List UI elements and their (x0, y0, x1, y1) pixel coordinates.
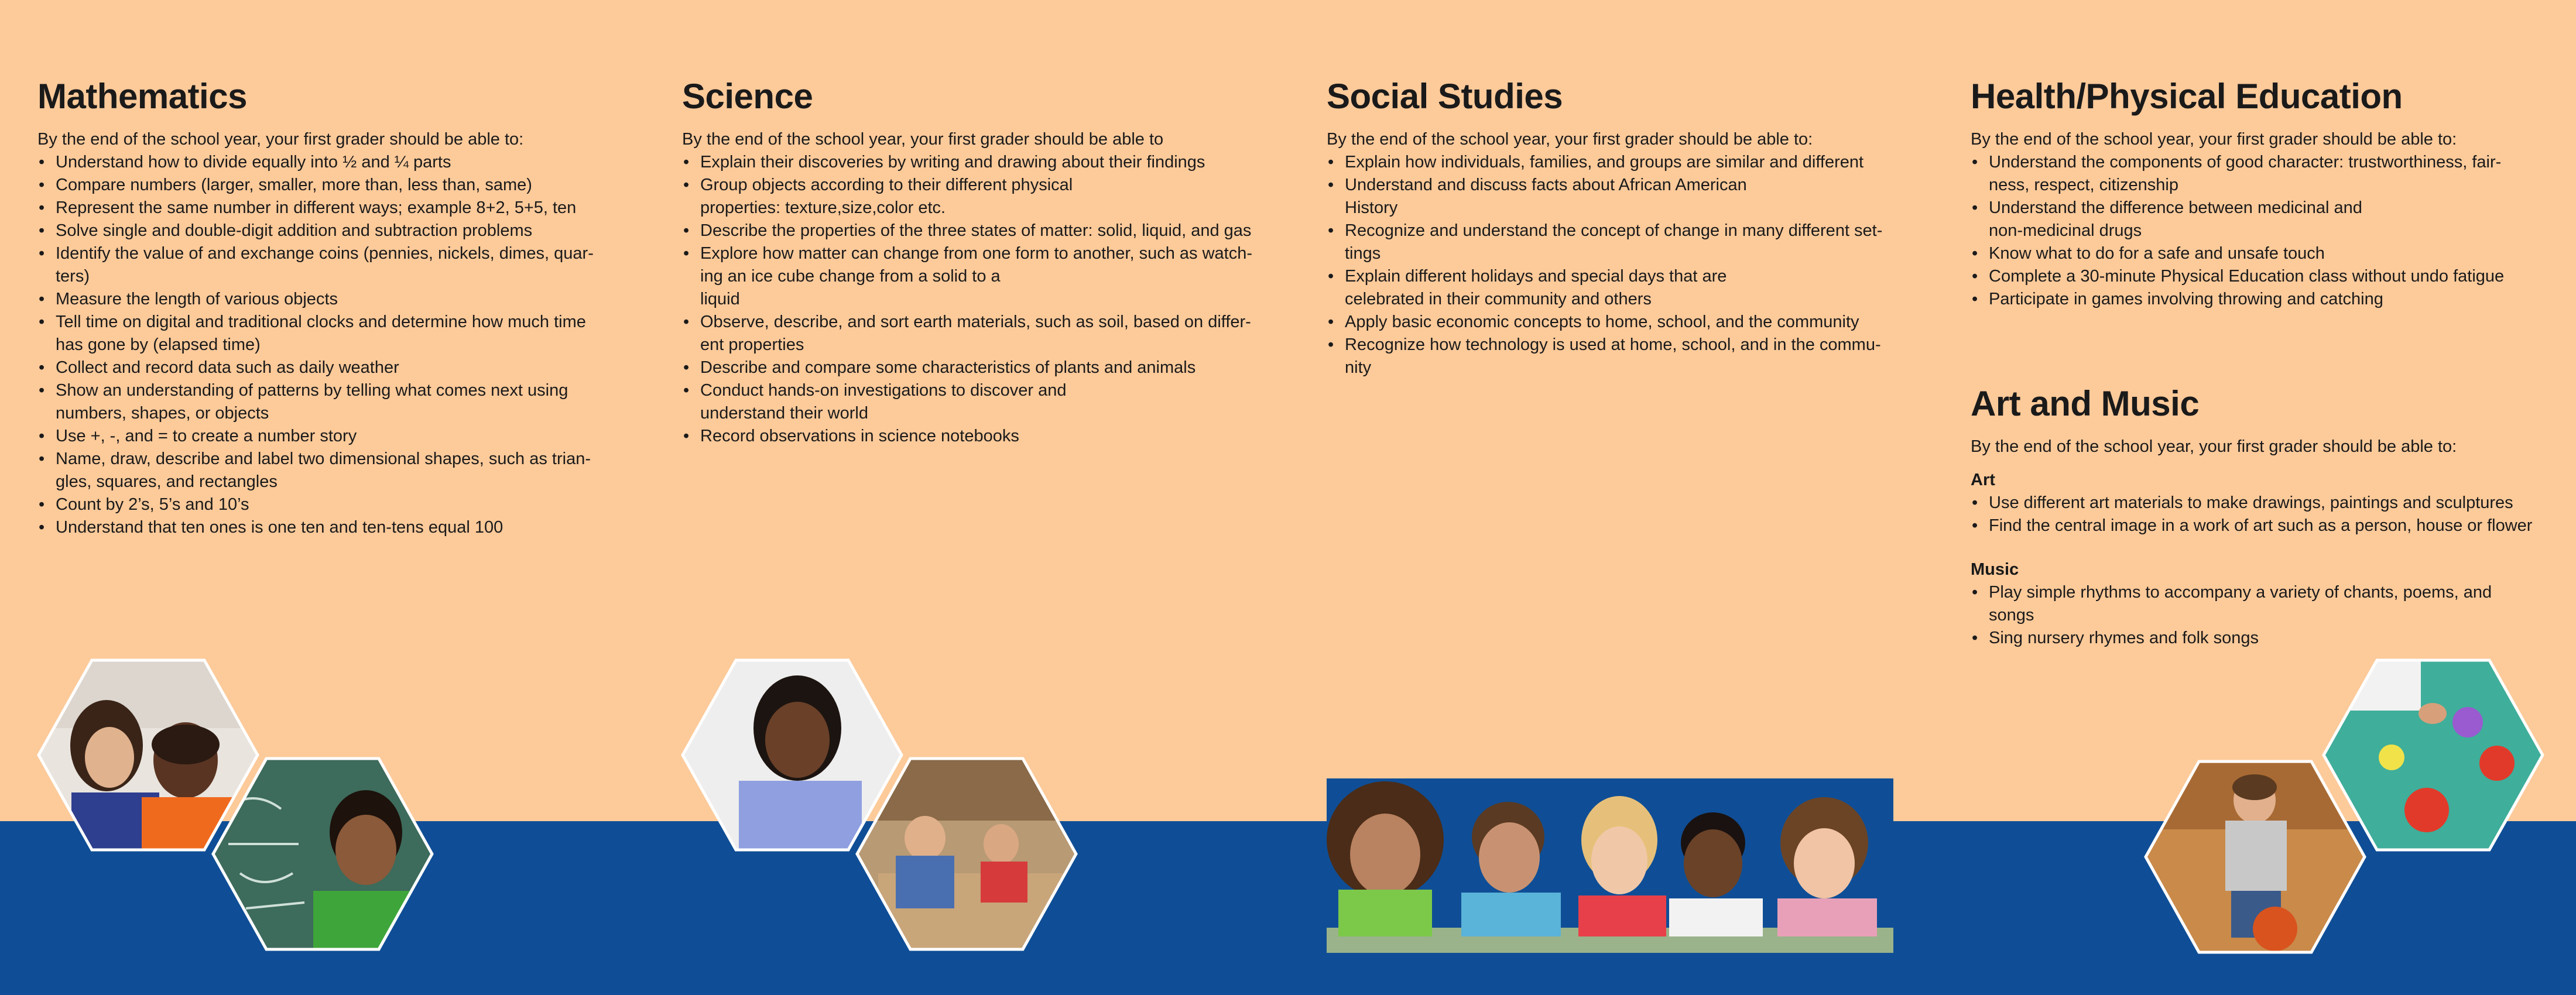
list-item: • Explain different holidays and special days that are celebrated in their community and others (1327, 265, 1912, 311)
math-intro: By the end of the school year, your first grader should be able to: (37, 130, 524, 149)
list-item: • Play simple rhythms to accompany a variety of chants, poems, and songs (1971, 581, 2562, 627)
list-item: • Explain their discoveries by writing and drawing about their findings (682, 151, 1268, 174)
list-item: • Recognize and understand the concept of change in many different set- tings (1327, 219, 1912, 265)
math-section (37, 73, 623, 539)
list-item: • Use +, -, and = to create a number story (37, 425, 623, 448)
list-item: • Describe the properties of the three states of matter: solid, liquid, and gas (682, 219, 1268, 242)
social-section (1327, 73, 1912, 379)
list-item: • Measure the length of various objects (37, 288, 623, 311)
list-item: • Understand how to divide equally into ½ and ¼ parts (37, 151, 623, 174)
list-item: • Recognize how technology is used at home, school, and in the commu- nity (1327, 334, 1912, 379)
science-list (682, 151, 1268, 448)
list-item: • Understand the components of good character: trustworthiness, fair- ness, respect, citizenship (1971, 151, 2562, 197)
music-list (1971, 581, 2562, 650)
list-item: • Solve single and double-digit addition and subtraction problems (37, 219, 623, 242)
list-item: • Complete a 30-minute Physical Education class without undo fatigue (1971, 265, 2562, 288)
list-item: • Understand that ten ones is one ten and ten-tens equal 100 (37, 516, 623, 539)
list-item: • Apply basic economic concepts to home, school, and the community (1327, 311, 1912, 334)
art-music-intro: By the end of the school year, your first grader should be able to: (1971, 437, 2457, 456)
list-item: • Find the central image in a work of art such as a person, house or flower (1971, 514, 2562, 537)
health-intro: By the end of the school year, your first grader should be able to: (1971, 130, 2457, 149)
list-item: • Identify the value of and exchange coins (pennies, nickels, dimes, quar- ters) (37, 242, 623, 288)
list-item: • Compare numbers (larger, smaller, more than, less than, same) (37, 174, 623, 197)
kids-lying-on-grass-photo (1327, 778, 1893, 956)
chalkboard-student-photo (211, 756, 434, 952)
list-item: • Collect and record data such as daily weather (37, 356, 623, 379)
social-title: Social Studies (1327, 77, 1563, 116)
art-music-section (1971, 380, 2562, 650)
list-item: • Name, draw, describe and label two dimensional shapes, such as trian- gles, squares, and rectangles (37, 448, 623, 493)
list-item: • Tell time on digital and traditional clocks and determine how much time has gone by (elapsed time) (37, 311, 623, 356)
list-item: • Count by 2’s, 5’s and 10’s (37, 493, 623, 516)
art-music-title: Art and Music (1971, 384, 2200, 423)
list-item: • Understand and discuss facts about African American History (1327, 174, 1912, 219)
science-title: Science (682, 77, 813, 116)
list-item: • Record observations in science notebooks (682, 425, 1268, 448)
list-item: • Observe, describe, and sort earth materials, such as soil, based on differ- ent properties (682, 311, 1268, 356)
math-list (37, 151, 623, 539)
list-item: • Sing nursery rhymes and folk songs (1971, 627, 2562, 650)
list-item: • Explore how matter can change from one form to another, such as watch- ing an ice cube change from a solid to a liquid (682, 242, 1268, 311)
art-list (1971, 492, 2562, 537)
list-item: • Use different art materials to make drawings, paintings and sculptures (1971, 492, 2562, 514)
list-item: • Group objects according to their different physical properties: texture,size,color etc. (682, 174, 1268, 219)
list-item: • Show an understanding of patterns by telling what comes next using numbers, shapes, or objects (37, 379, 623, 425)
list-item: • Represent the same number in different ways; example 8+2, 5+5, ten (37, 197, 623, 219)
list-item: • Describe and compare some characteristics of plants and animals (682, 356, 1268, 379)
social-list (1327, 151, 1912, 379)
social-intro: By the end of the school year, your first grader should be able to: (1327, 130, 1813, 149)
list-item: • Conduct hands-on investigations to discover and understand their world (682, 379, 1268, 425)
art-heading: Art (1971, 471, 1995, 489)
list-item: • Participate in games involving throwing and catching (1971, 288, 2562, 311)
health-list (1971, 151, 2562, 311)
science-intro: By the end of the school year, your first grader should be able to (682, 130, 1164, 149)
classroom-lab-photo (855, 756, 1078, 952)
math-title: Mathematics (37, 77, 247, 116)
list-item: • Explain how individuals, families, and groups are similar and different (1327, 151, 1912, 174)
list-item: • Know what to do for a safe and unsafe touch (1971, 242, 2562, 265)
health-section (1971, 73, 2562, 311)
health-title: Health/Physical Education (1971, 77, 2403, 116)
music-heading: Music (1971, 560, 2019, 579)
science-section (682, 73, 1268, 448)
basketball-student-photo (2143, 759, 2367, 955)
list-item: • Understand the difference between medicinal and non-medicinal drugs (1971, 197, 2562, 242)
